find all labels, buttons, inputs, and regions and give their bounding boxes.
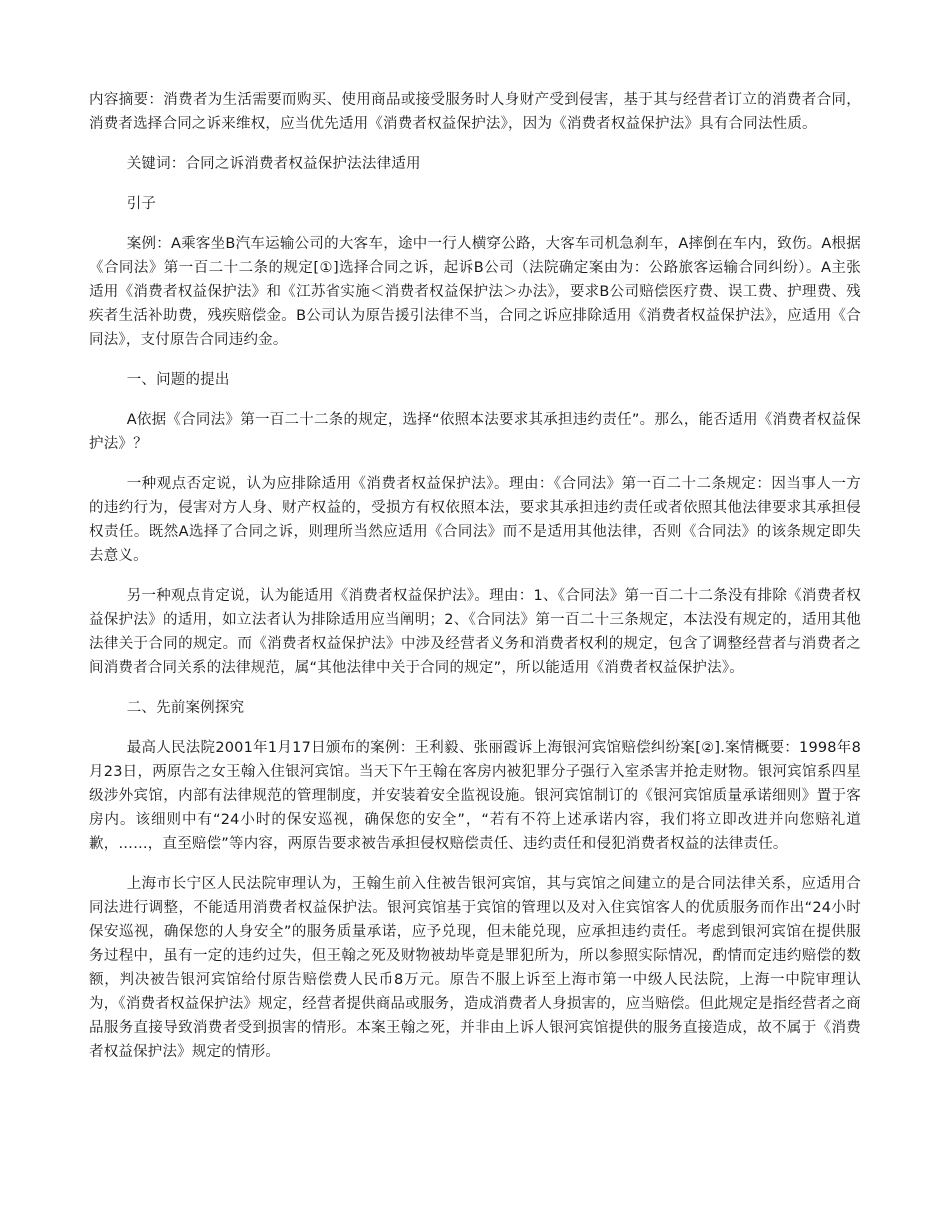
- document-body: [89, 88, 861, 1080]
- abstract-paragraph: 内容摘要：消费者为生活需要而购买、使用商品或接受服务时人身财产受到侵害，基于其与经营者订立的消费者合同，消费者选择合同之诉来维权，应当优先适用《消费者权益保护法》，因为《消费者权益保护法》具有合同法性质。: [89, 92, 861, 132]
- section-1-paragraph-2: 一种观点否定说，认为应排除适用《消费者权益保护法》。理由：《合同法》第一百二十二条规定：因当事人一方的违约行为，侵害对方人身、财产权益的，受损方有权依照本法，要求其承担违约责任或者依照其他法律要求其承担侵权责任。既然A选择了合同之诉，则理所当然应适用《合同法》而不是适用其他法律，否则《合同法》的该条规定即失去意义。: [89, 476, 861, 564]
- section-1-paragraph-1: A依据《合同法》第一百二十二条的规定，选择“依照本法要求其承担违约责任”。那么，能否适用《消费者权益保护法》？: [89, 412, 861, 452]
- section-2-heading: 二、先前案例探究: [126, 700, 245, 716]
- section-2-paragraph-1: 最高人民法院2001年1月17日颁布的案例：王利毅、张丽霞诉上海银河宾馆赔偿纠纷案[②].案情概要：1998年8月23日，两原告之女王翰入住银河宾馆。当天下午王翰在客房内被犯罪分子强行入室杀害并抢走财物。银河宾馆系四星级涉外宾馆，内部有法律规范的管理制度，并安装着安全监视设施。银河宾馆制订的《银河宾馆质量承诺细则》置于客房内。该细则中有“24小时的保安巡视，确保您的安全”，“若有不符上述承诺内容，我们将立即改进并向您赔礼道歉，……，直至赔偿”等内容，两原告要求被告承担侵权赔偿责任、违约责任和侵犯消费者权益的法律责任。: [89, 740, 861, 852]
- keywords-line: 关键词：合同之诉消费者权益保护法法律适用: [126, 156, 421, 172]
- intro-heading: 引子: [126, 196, 157, 212]
- section-1-paragraph-3: 另一种观点肯定说，认为能适用《消费者权益保护法》。理由：1、《合同法》第一百二十二条没有排除《消费者权益保护法》的适用，如立法者认为排除适用应当阐明；2、《合同法》第一百二十三条规定，本法没有规定的，适用其他法律关于合同的规定。而《消费者权益保护法》中涉及经营者义务和消费者权利的规定，包含了调整经营者与消费者之间消费者合同关系的法律规范，属“其他法律中关于合同的规定”，所以能适用《消费者权益保护法》。: [89, 588, 861, 676]
- section-1-heading: 一、问题的提出: [126, 372, 230, 388]
- section-2-paragraph-2: 上海市长宁区人民法院审理认为，王翰生前入住被告银河宾馆，其与宾馆之间建立的是合同法律关系，应适用合同法进行调整，不能适用消费者权益保护法。银河宾馆基于宾馆的管理以及对入住宾馆客人的优质服务而作出“24小时保安巡视，确保您的人身安全”的服务质量承诺，应予兑现，但未能兑现，应承担违约责任。考虑到银河宾馆在提供服务过程中，虽有一定的违约过失，但王翰之死及财物被劫毕竟是罪犯所为，所以参照实际情况，酌情而定违约赔偿的数额，判决被告银河宾馆给付原告赔偿费人民币8万元。原告不服上诉至上海市第一中级人民法院，上海一中院审理认为，《消费者权益保护法》规定，经营者提供商品或服务，造成消费者人身损害的，应当赔偿。但此规定是指经营者之商品服务直接导致消费者受到损害的情形。本案王翰之死，并非由上诉人银河宾馆提供的服务直接造成，故不属于《消费者权益保护法》规定的情形。: [89, 876, 861, 1060]
- case-paragraph: 案例：A乘客坐B汽车运输公司的大客车，途中一行人横穿公路，大客车司机急刹车，A摔倒在车内，致伤。A根据《合同法》第一百二十二条的规定[①]选择合同之诉，起诉B公司（法院确定案由为：公路旅客运输合同纠纷）。A主张适用《消费者权益保护法》和《江苏省实施＜消费者权益保护法＞办法》，要求B公司赔偿医疗费、误工费、护理费、残疾者生活补助费，残疾赔偿金。B公司认为原告援引法律不当，合同之诉应排除适用《消费者权益保护法》，应适用《合同法》，支付原告合同违约金。: [89, 236, 861, 348]
